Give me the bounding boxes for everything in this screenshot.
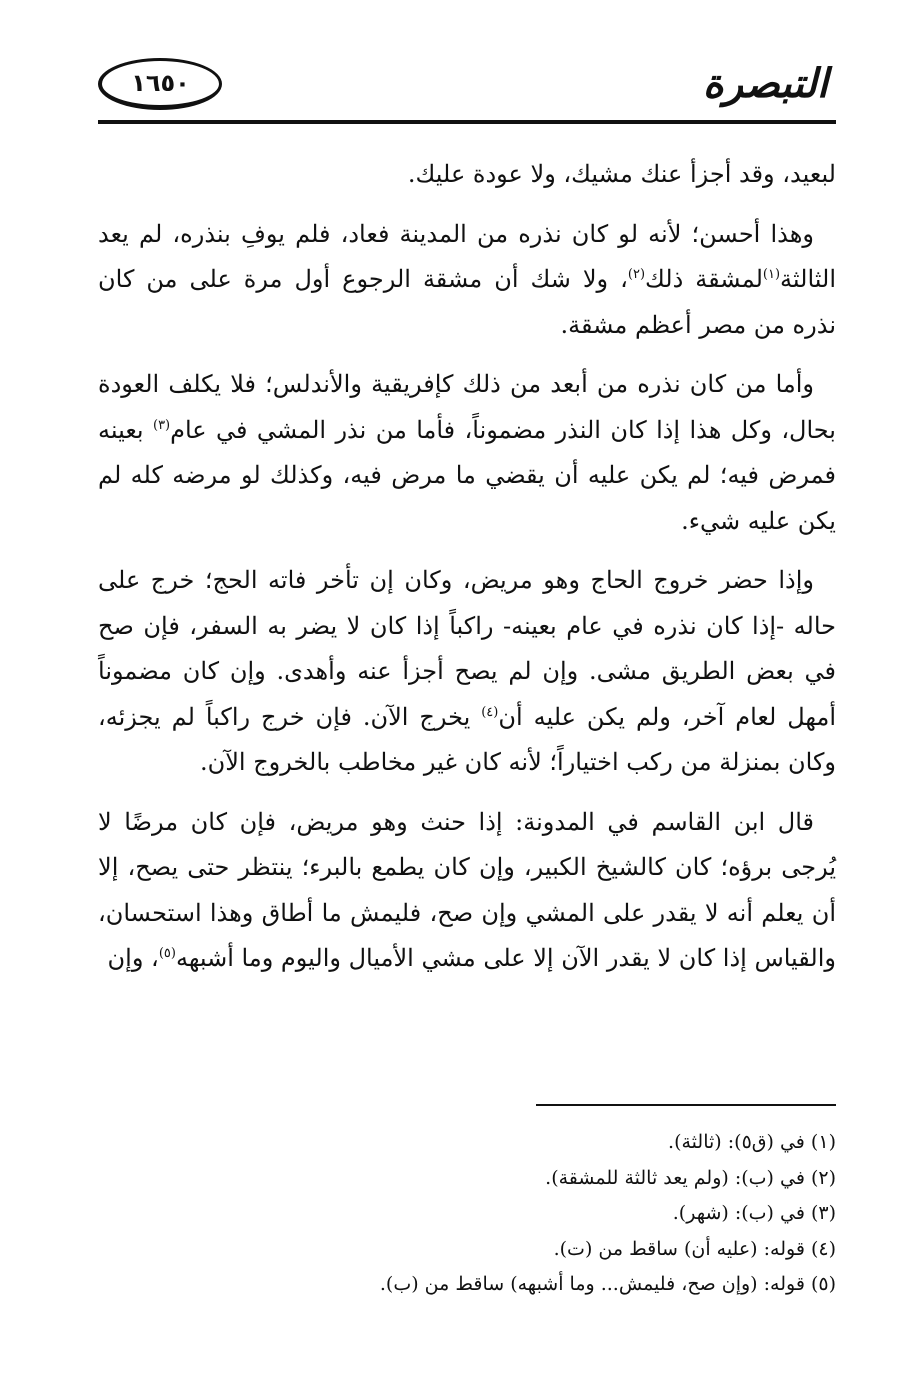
footnote-marker: (٥) [158,946,176,961]
footnote-marker: (٤) [481,704,499,720]
paragraph-2 [98,212,836,349]
footnotes [96,1125,836,1303]
text-run: لمشقة ذلك [645,265,763,293]
footnote-2: (٢) في (ب): (ولم يعد ثالثة للمشقة). [545,1166,836,1189]
footnote-1: (١) في (ق٥): (ثالثة). [668,1131,836,1153]
text-run: وإذا حضر خروج الحاج وهو مريض، وكان إن تأخر فاته الحج؛ خرج على حاله -إذا كان نذره في عام بعينه- راكباً إذا كان لا يضر به السفر، فإن صح في بعض الطريق مشى. وإن لم يصح أجزأ عنه وأهدى. وإن كان مضموناً أمهل لعام آخر، ولم يكن عليه أن [98,566,836,731]
page-header [98,58,836,128]
text-run: ، ولا شك أن مشقة الرجوع أول مرة على من كان نذره من مصر أعظم مشقة. [98,265,836,339]
paragraph-5 [98,800,836,982]
footnote-3: (٣) في (ب): (شهر). [672,1202,836,1224]
paragraph-1 [98,152,836,198]
text-run: بعينه فمرض فيه؛ لم يكن عليه أن يقضي ما مرض فيه، وكذلك لو مرضه كله لم يكن عليه شيء. [98,415,836,535]
text-run: قال ابن القاسم في المدونة: إذا حنث وهو مريض، فإن كان مرضًا لا يُرجى برؤه؛ كان كالشيخ الكبير، وإن كان يطمع بالبرء؛ ينتظر حتى يصح، إلا أن يعلم أنه لا يقدر على المشي وإن صح، فليمش ما أطاق وهذا استحسان، والقياس إذا كان لا يقدر الآن إلا على مشي الأميال واليوم وما أشبهه [98,807,836,972]
text-run: يخرج الآن. فإن خرج راكباً لم يجزئه، وكان بمنزلة من ركب اختياراً؛ لأنه كان غير مخاطب بالخروج الآن. [98,702,836,776]
header-rule [98,120,836,124]
text-run: لبعيد، وقد أجزأ عنك مشيك، ولا عودة عليك. [407,160,836,188]
text-run: وأما من كان نذره من أبعد من ذلك كإفريقية والأندلس؛ فلا يكلف العودة بحال، وكل هذا إذا كان النذر مضموناً، فأما من نذر المشي في عام [98,370,836,444]
footnote-marker: (١) [762,267,781,282]
running-title: التبصرة [702,60,828,107]
footnote-4: (٤) قوله: (عليه أن) ساقط من (ت). [553,1237,836,1260]
page-number: ١٦٥٠ [131,69,190,97]
footnote-marker: (٢) [627,267,646,282]
footnote-marker: (٣) [152,417,171,433]
text-run: ، وإن [107,944,159,972]
paragraph-3 [98,362,836,544]
footnote-5: (٥) قوله: (وإن صح، فليمش... وما أشبهه) ساقط من (ب). [379,1273,836,1295]
footnote-separator [536,1104,836,1106]
text-run: وهذا أحسن؛ لأنه لو كان نذره من المدينة فعاد، فلم يوفِ بنذره، لم يعد الثالثة [98,219,836,293]
page-number-badge [98,58,222,110]
body-text [98,152,836,996]
paragraph-4 [98,558,836,786]
